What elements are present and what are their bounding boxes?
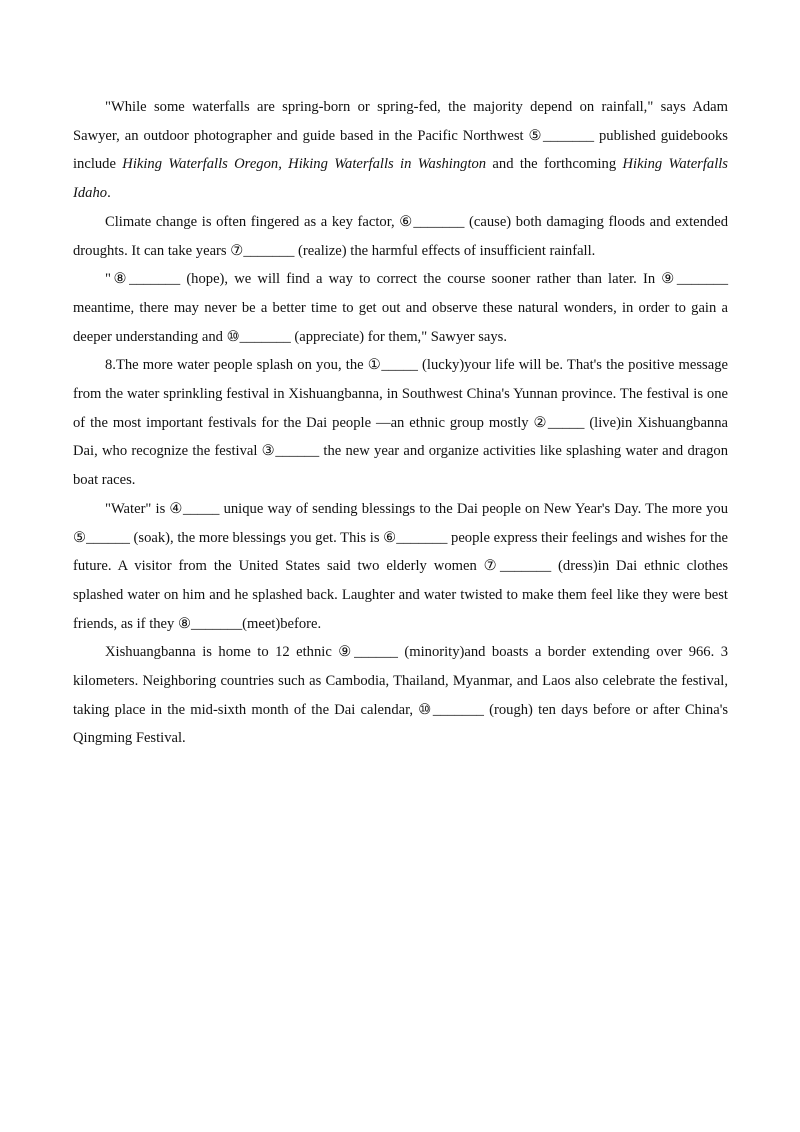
paragraph-sawyer-quote: "⑧_______ (hope), we will find a way to correct the course sooner rather than later. In ⑨_______ meantime, there may never be a better time to get out and observe these natural wonders, in order to gain a deeper understanding and ⑩_______ (appreciate) for them," Sawyer says. xyxy=(73,271,728,345)
document-page xyxy=(73,93,728,753)
paragraph-text: "While some waterfalls are spring-born or spring-fed, the majority depend on rainfall," says Adam Sawyer, an outdoor photographer and guide based in the Pacific Northwest ⑤_______ published guidebooks include xyxy=(73,99,728,173)
paragraph-water-blessings: "Water" is ④_____ unique way of sending blessings to the Dai people on New Year's Day. The more you ⑤______ (soak), the more blessings you get. This is ⑥_______ people express their feelings and wishes for the future. A visitor from the United States said two elderly women ⑦_______ (dress)in Dai ethnic clothes splashed water on him and he splashed back. Laughter and water twisted to make them feel like they were best friends, as if they ⑧_______(meet)before. xyxy=(73,500,728,632)
paragraph-xishuangbanna: Xishuangbanna is home to 12 ethnic ⑨______ (minority)and boasts a border extending over 966. 3 kilometers. Neighboring countries such as Cambodia, Thailand, Myanmar, and Laos also celebrate the festival, taking place in the mid-sixth month of the Dai calendar, ⑩_______ (rough) ten days before or after China's Qingming Festival. xyxy=(73,644,728,747)
book-title: Hiking Waterfalls Idaho xyxy=(73,156,728,202)
paragraph-text: and the forthcoming xyxy=(486,156,623,173)
book-titles: Hiking Waterfalls Oregon, Hiking Waterfalls in Washington xyxy=(122,156,487,173)
paragraph-waterfalls-quote xyxy=(73,93,728,208)
paragraph-text: . xyxy=(107,185,111,202)
paragraph-climate-change: Climate change is often fingered as a key factor, ⑥_______ (cause) both damaging floods and extended droughts. It can take years ⑦_______ (realize) the harmful effects of insufficient rainfall. xyxy=(73,213,728,259)
paragraph-festival-intro: 8.The more water people splash on you, the ①_____ (lucky)your life will be. That's the positive message from the water sprinkling festival in Xishuangbanna, in Southwest China's Yunnan province. The festival is one of the most important festivals for the Dai people —an ethnic group mostly ②_____ (live)in Xishuangbanna Dai, who recognize the festival ③______ the new year and organize activities like splashing water and dragon boat races. xyxy=(73,357,728,489)
